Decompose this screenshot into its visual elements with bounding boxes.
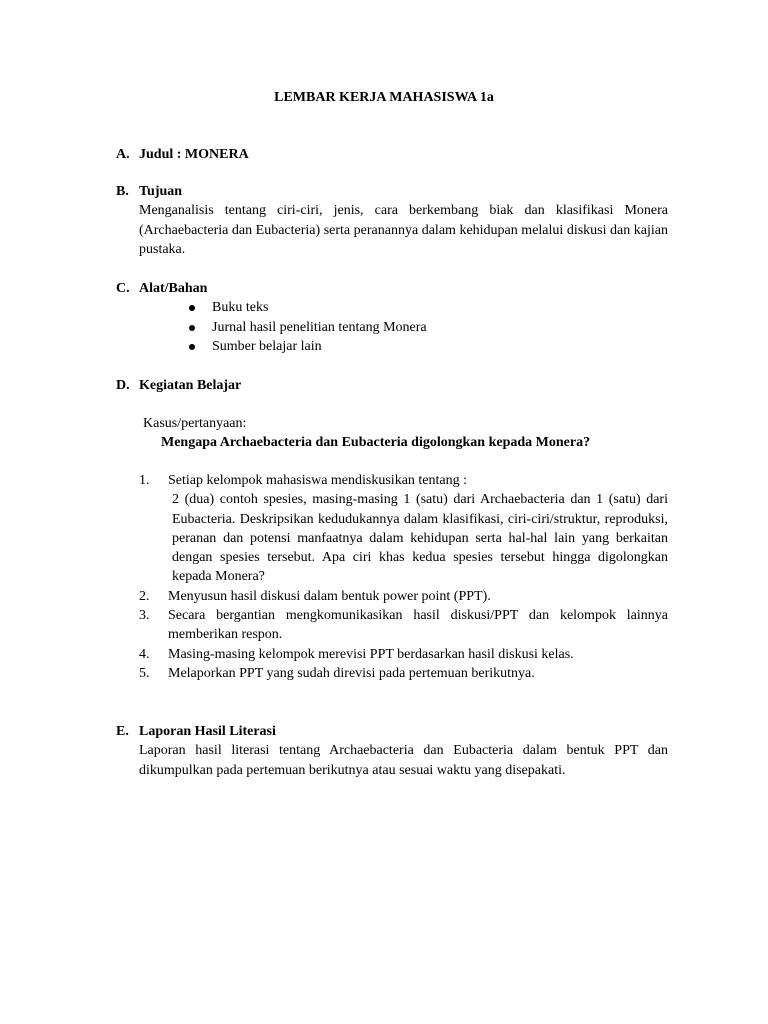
list-item [187,298,668,318]
list-item [187,318,668,338]
section-d-heading [116,376,668,395]
section-d-heading-text: Kegiatan Belajar [139,378,242,393]
step-text: Setiap kelompok mahasiswa mendiskusikan tentang : [168,473,468,488]
step-text: Menyusun hasil diskusi dalam bentuk power point (PPT). [168,588,491,604]
section-d-letter: D. [116,378,130,393]
step-item-2 [116,587,668,606]
document-title: LEMBAR KERJA MAHASISWA 1a [274,90,494,105]
section-a-judul [116,145,668,164]
section-b-tujuan [116,182,668,260]
section-c-heading-text: Alat/Bahan [139,281,208,296]
section-b-heading [116,182,668,201]
step-number: 5. [139,665,150,681]
case-label: Kasus/pertanyaan: [143,416,247,431]
step-text: Secara bergantian mengkomunikasikan hasil diskusi/PPT dan kelompok lainnya memberikan respon. [168,608,668,643]
bullet-icon [189,344,195,350]
section-a-heading-text: Judul : MONERA [139,147,249,162]
activity-steps [116,471,668,683]
step-continuation: 2 (dua) contoh spesies, masing-masing 1 (satu) dari Archaebacteria dan 1 (satu) dari Eubacteria. Deskripsikan kedudukannya dalam klasifikasi, ciri-ciri/struktur, reproduksi, peranan dan potensi manfaatnya dalam kehidupan serta hal-hal lain yang berkaitan dengan spesies tersebut. Apa ciri khas kedua spesies tersebut hingga digolongkan kepada Monera? [172,492,668,585]
step-number: 1. [139,473,150,488]
step-text: Melaporkan PPT yang sudah direvisi pada pertemuan berikutnya. [168,665,535,681]
bullet-icon [189,325,195,331]
step-number: 4. [139,646,150,662]
list-item-text: Sumber belajar lain [212,339,322,354]
section-d-kegiatan-belajar [116,376,668,683]
section-e-heading-text: Laporan Hasil Literasi [139,724,276,739]
step-text: Masing-masing kelompok merevisi PPT berdasarkan hasil diskusi kelas. [168,646,574,662]
step-number: 2. [139,588,150,604]
step-item-3 [116,606,668,645]
section-e-text: Laporan hasil literasi tentang Archaebacteria dan Eubacteria dalam bentuk PPT dan dikumpulkan pada pertemuan berikutnya atau sesuai waktu yang disepakati. [139,743,668,778]
bullet-icon [189,305,195,311]
section-a-letter: A. [116,147,130,162]
section-c-heading [116,279,668,298]
step-number: 3. [139,608,150,624]
list-item [187,337,668,357]
section-c-alat-bahan [116,279,668,357]
section-b-text: Menganalisis tentang ciri-ciri, jenis, cara berkembang biak dan klasifikasi Monera (Archaebacteria dan Eubacteria) serta peranannya dalam kehidupan melalui diskusi dan kajian pustaka. [139,203,668,257]
section-b-heading-text: Tujuan [139,184,183,199]
section-c-letter: C. [116,281,130,296]
step-item-1 [116,471,668,587]
section-e-heading [116,722,668,741]
section-b-letter: B. [116,184,129,199]
section-e-laporan [116,722,668,780]
step-item-5 [116,664,668,683]
materials-list [116,298,668,357]
list-item-text: Jurnal hasil penelitian tentang Monera [212,319,427,335]
step-item-4 [116,645,668,664]
section-e-letter: E. [116,724,129,739]
case-question: Mengapa Archaebacteria dan Eubacteria digolongkan kepada Monera? [161,435,591,450]
list-item-text: Buku teks [212,300,269,315]
section-a-heading [116,145,668,164]
